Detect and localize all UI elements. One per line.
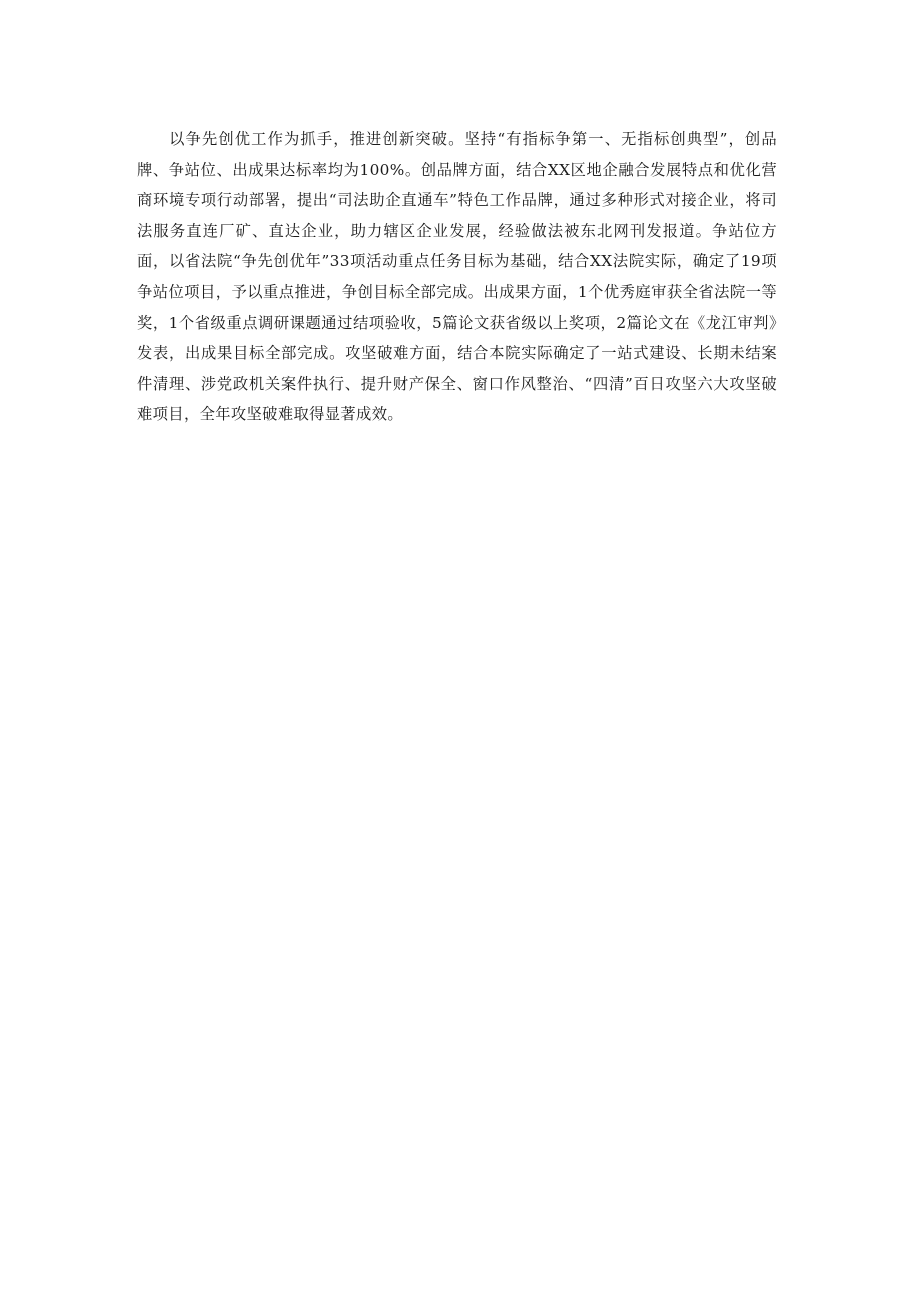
body-paragraph: 以争先创优工作为抓手，推进创新突破。坚持“有指标争第一、无指标创典型”，创品牌、争站位、出成果达标率均为100%。创品牌方面，结合XX区地企融合发展特点和优化营商环境专项行动部署，提出“司法助企直通车”特色工作品牌，通过多种形式对接企业，将司法服务直连厂矿、直达企业，助力辖区企业发展，经验做法被东北网刊发报道。争站位方面，以省法院“争先创优年”33项活动重点任务目标为基础，结合XX法院实际，确定了19项争站位项目，予以重点推进，争创目标全部完成。出成果方面，1个优秀庭审获全省法院一等奖，1个省级重点调研课题通过结项验收，5篇论文获省级以上奖项，2篇论文在《龙江审判》发表，出成果目标全部完成。攻坚破难方面，结合本院实际确定了一站式建设、长期未结案件清理、涉党政机关案件执行、提升财产保全、窗口作风整治、“四清”百日攻坚六大攻坚破难项目，全年攻坚破难取得显著成效。 bbox=[137, 130, 777, 424]
